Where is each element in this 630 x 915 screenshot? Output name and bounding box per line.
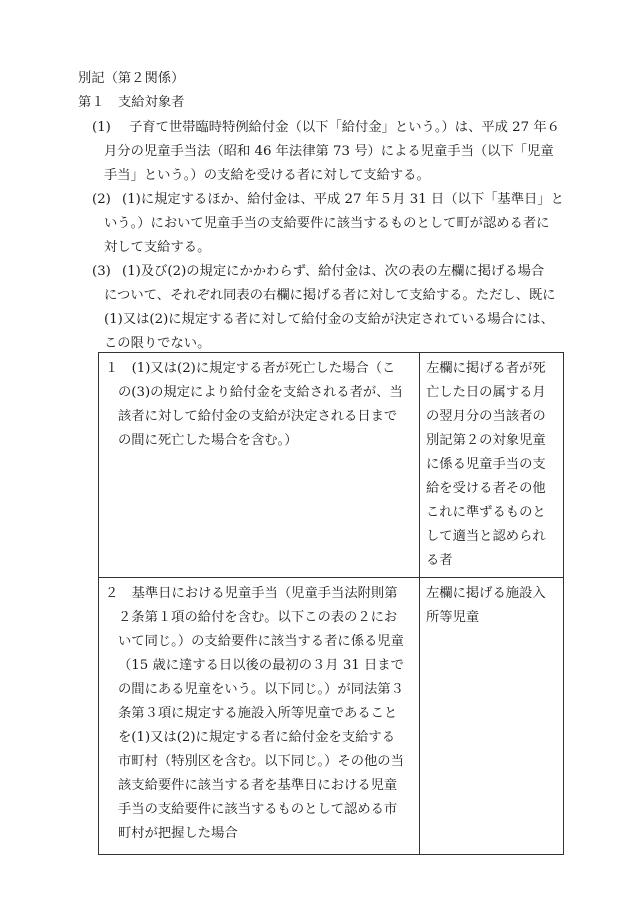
item-3-number: (3) [92,264,111,279]
section-title: 支給対象者 [118,95,185,110]
cell-line: 給を受ける者その他 [426,481,546,496]
item-1-line: 手当」という。）の支給を受ける者に対して支給する。 [104,168,430,183]
cell-line: 手当の支給要件に該当するものとして認める市 [118,802,398,817]
section-number: 第１ [78,95,105,110]
document-header: 別記（第２関係） [78,71,185,86]
table-cell-recipient [420,578,564,855]
cell-line: 亡した日の属する月 [426,385,546,400]
item-3-line: について、それぞれ同表の右欄に掲げる者に対して支給する。ただし、既に [104,288,556,303]
item-3-line: (1)又は(2)に規定する者に対して給付金の支給が決定されている場合には、 [104,312,554,327]
cell-line: 市町村（特別区を含む。以下同じ。）その他の当 [118,754,404,769]
cell-line: の翌月分の当該者の [426,409,546,424]
cell-line: 所等児童 [426,610,480,625]
cell-line: 該支給要件に該当する者を基準日における児童 [118,778,398,793]
item-1-number: (1) [92,120,111,135]
cell-line: 町村が把握した場合 [118,826,238,841]
table-cell-case [99,353,420,578]
cell-line: に係る児童手当の支 [426,457,546,472]
item-2-line: いう。）において児童手当の支給要件に該当するものとして町が認める者に [104,216,550,231]
cell-line: 条第３項に規定する施設入所等児童であること [118,706,398,721]
item-3-line: (1)及び(2)の規定にかかわらず、給付金は、次の表の左欄に掲げる場合 [122,264,545,279]
annex-table [98,352,564,855]
cell-line: の間にある児童をいう。以下同じ。）が同法第３ [118,682,404,697]
table-cell-recipient [420,353,564,578]
table-cell-case [99,578,420,855]
cell-line: （15 歳に達する日以後の最初の３月 31 日まで [118,658,404,673]
item-2-line: (1)に規定するほか、給付金は、平成 27 年５月 31 日（以下「基準日」と [122,192,564,207]
item-3-line: この限りでない。 [104,336,211,351]
item-1-line: 子育て世帯臨時特例給付金（以下「給付金」という。）は、平成 27 年６ [129,120,560,135]
item-2-number: (2) [92,192,111,207]
cell-line: の間に死亡した場合を含む。） [118,433,298,448]
cell-line: ２条第１項の給付を含む。以下この表の２にお [118,610,398,625]
table-row [99,578,564,855]
cell-line: いて同じ。）の支給要件に該当する者に係る児童 [118,634,404,649]
item-2-line: 対して支給する。 [104,240,211,255]
cell-line: の(3)の規定により給付金を支給される者が、当 [118,385,403,400]
cell-line: 該者に対して給付金の支給が決定される日まで [118,409,398,424]
cell-line: ２ 基準日における児童手当（児童手当法附則第 [105,586,398,601]
cell-line: １ (1)又は(2)に規定する者が死亡した場合（こ [105,361,396,376]
cell-line: 左欄に掲げる施設入 [426,586,546,601]
cell-line: る者 [426,553,453,568]
cell-line: これに準ずるものと [426,505,546,520]
cell-line: を(1)又は(2)に規定する者に給付金を支給する [118,730,396,745]
cell-line: 別記第２の対象児童 [426,433,546,448]
cell-line: 左欄に掲げる者が死 [426,361,546,376]
table-row [99,353,564,578]
item-1-line: 月分の児童手当法（昭和 46 年法律第 73 号）による児童手当（以下「児童 [104,144,554,159]
cell-line: して適当と認められ [426,529,546,544]
